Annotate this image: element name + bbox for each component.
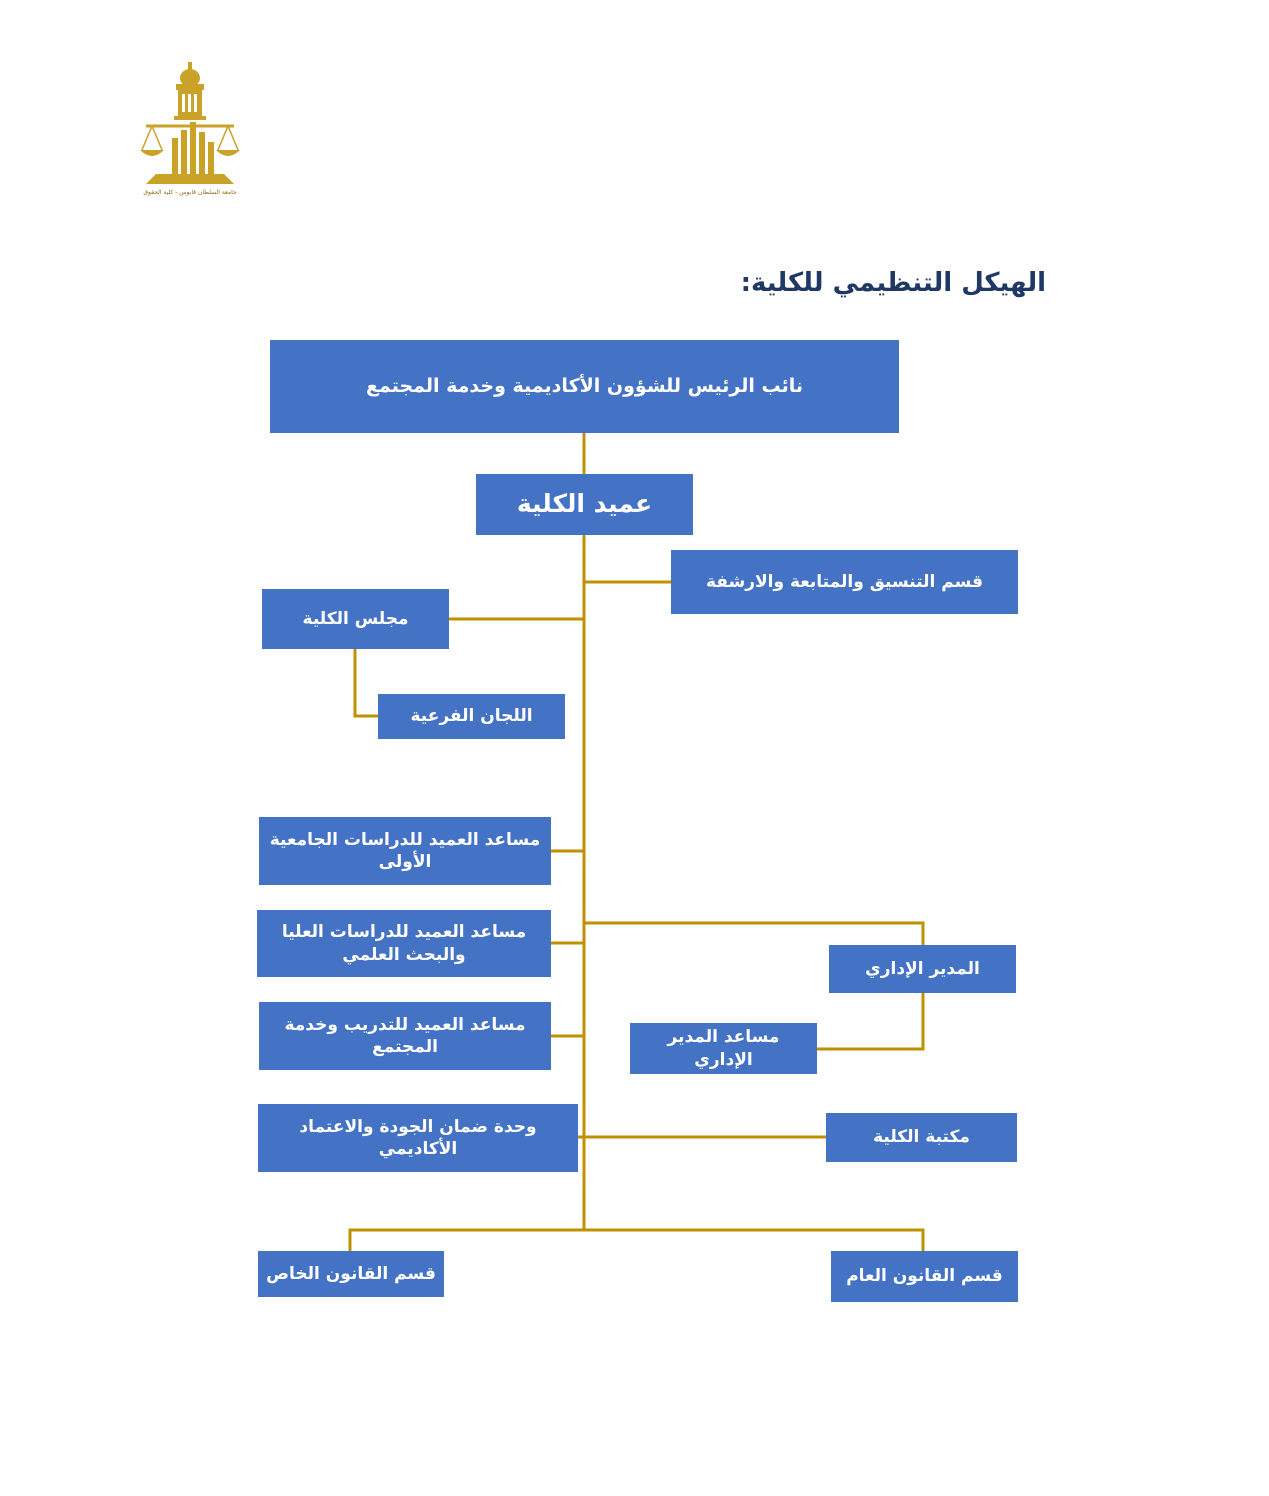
assistant-admin-director-box: مساعد المدير الإداري	[630, 1023, 817, 1074]
assistant-dean-postgrad-box: مساعد العميد للدراسات العليا والبحث العلمي	[257, 910, 551, 977]
public-law-dept-box: قسم القانون العام	[831, 1251, 1018, 1302]
private-law-dept-box: قسم القانون الخاص	[258, 1251, 444, 1297]
admin-director-box: المدير الإداري	[829, 945, 1016, 993]
logo-caption: جامعة السلطان قابوس - كلية الحقوق	[143, 189, 237, 196]
assistant-dean-training-box: مساعد العميد للتدريب وخدمة المجتمع	[259, 1002, 551, 1070]
quality-unit-box: وحدة ضمان الجودة والاعتماد الأكاديمي	[258, 1104, 578, 1172]
vice-president-box: نائب الرئيس للشؤون الأكاديمية وخدمة المجتمع	[270, 340, 899, 433]
page-title: الهيكل التنظيمي للكلية:	[740, 268, 1046, 298]
sub-committees-box: اللجان الفرعية	[378, 694, 565, 739]
assistant-dean-undergrad-box: مساعد العميد للدراسات الجامعية الأولى	[259, 817, 551, 885]
college-library-box: مكتبة الكلية	[826, 1113, 1017, 1162]
college-council-box: مجلس الكلية	[262, 589, 449, 649]
dean-box: عميد الكلية	[476, 474, 693, 535]
coordination-dept-box: قسم التنسيق والمتابعة والارشفة	[671, 550, 1018, 614]
